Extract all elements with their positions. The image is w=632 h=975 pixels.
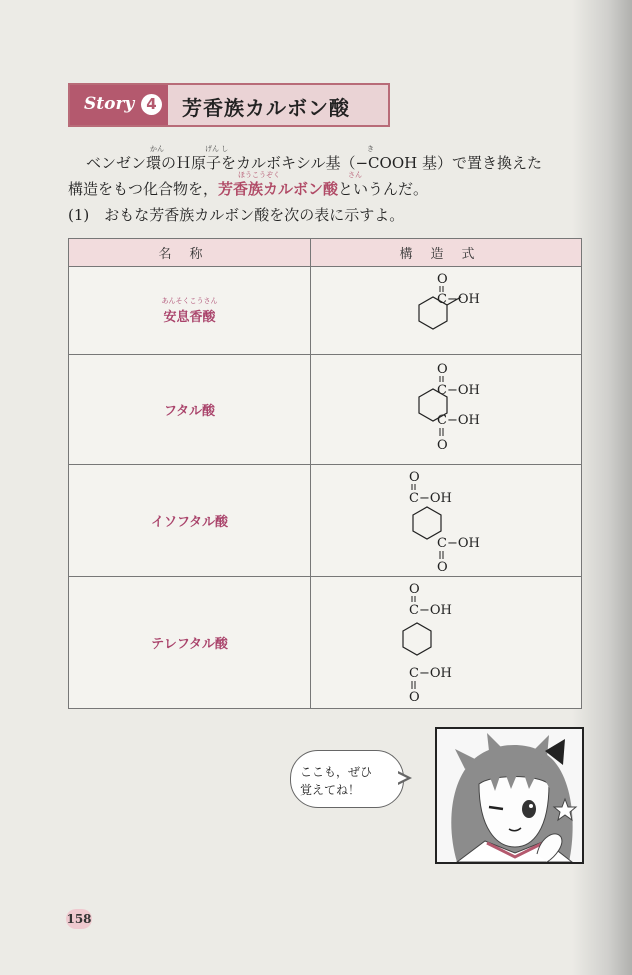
- ruby-houkouzoku: ほうこうぞく: [238, 171, 280, 179]
- intro-line-1: ベンゼン環のＨ原子をカルボキシル基（−COOH 基）で置き換えた: [86, 154, 542, 172]
- acid-name-terephthalic: テレフタル酸: [151, 637, 228, 652]
- speech-bubble-text: [300, 763, 398, 799]
- atom-c: C: [437, 413, 447, 428]
- story-label: Story: [84, 94, 135, 114]
- terephthalic-acid-structure: [399, 579, 539, 707]
- isophthalic-acid-structure: [399, 467, 539, 575]
- list-item-1: (1) おもな芳香族カルボン酸を次の表に示すよ。: [68, 206, 405, 224]
- table-row: [69, 355, 582, 465]
- bubble-line-2: 覚えてね！: [300, 783, 361, 797]
- atom-c: C: [437, 292, 447, 307]
- group-oh: −OH: [447, 536, 480, 551]
- atom-c: C: [409, 603, 419, 618]
- name-cell: [69, 267, 311, 355]
- atom-o: O: [437, 560, 448, 575]
- ruby-genshi: げん し: [205, 145, 229, 153]
- atom-o: O: [437, 272, 448, 287]
- name-cell: [69, 355, 311, 465]
- intro-line-2-suffix: というんだ。: [338, 180, 429, 198]
- ruby-kan: かん: [150, 145, 164, 153]
- table-header-row: [69, 239, 582, 267]
- acid-name-benzoic: 安息香酸: [163, 310, 216, 325]
- group-oh: −OH: [447, 292, 480, 307]
- atom-o: O: [409, 690, 420, 705]
- atom-c: C: [409, 666, 419, 681]
- speech-bubble-tail-fill: [397, 773, 407, 783]
- story-badge: [70, 85, 168, 125]
- bubble-line-1: ここも，ぜひ: [300, 765, 373, 779]
- group-oh: −OH: [447, 383, 480, 398]
- comic-panel: [435, 727, 584, 864]
- atom-c: C: [437, 383, 447, 398]
- benzoic-acid-structure: [399, 271, 539, 351]
- name-cell: [69, 577, 311, 709]
- header-structure: 構造式: [311, 239, 582, 267]
- group-oh: −OH: [447, 413, 480, 428]
- structure-cell: [311, 465, 582, 577]
- acids-table: [68, 238, 582, 709]
- atom-c: C: [409, 491, 419, 506]
- name-ruby: あんそくこうさん: [161, 297, 218, 305]
- atom-o: O: [409, 470, 420, 485]
- group-oh: −OH: [419, 666, 452, 681]
- ruby-ki: き: [367, 145, 374, 153]
- page-title: 芳香族カルボン酸: [182, 96, 350, 120]
- header-name: 名称: [69, 239, 311, 267]
- story-header: [68, 83, 390, 127]
- atom-c: C: [437, 536, 447, 551]
- ruby-san: さん: [348, 171, 362, 179]
- acid-name-isophthalic: イソフタル酸: [150, 515, 229, 530]
- phthalic-acid-structure: [399, 359, 539, 463]
- term-aromatic-carboxylic-acid: 芳香族カルボン酸: [218, 180, 339, 198]
- name-cell: [69, 465, 311, 577]
- acid-name-phthalic: フタル酸: [163, 404, 216, 419]
- table-row: [69, 465, 582, 577]
- atom-o: O: [409, 582, 420, 597]
- atom-o: O: [437, 362, 448, 377]
- page-number: 158: [66, 909, 92, 929]
- table-row: [69, 267, 582, 355]
- atom-o: O: [437, 438, 448, 453]
- structure-cell: [311, 355, 582, 465]
- group-oh: −OH: [419, 491, 452, 506]
- table-row: [69, 577, 582, 709]
- intro-line-2: [68, 176, 588, 202]
- story-number: 4: [141, 94, 162, 115]
- group-oh: −OH: [419, 603, 452, 618]
- structure-cell: [311, 577, 582, 709]
- structure-cell: [311, 267, 582, 355]
- intro-line-2-prefix: 構造をもつ化合物を，: [68, 180, 219, 198]
- character-illustration: [437, 729, 582, 862]
